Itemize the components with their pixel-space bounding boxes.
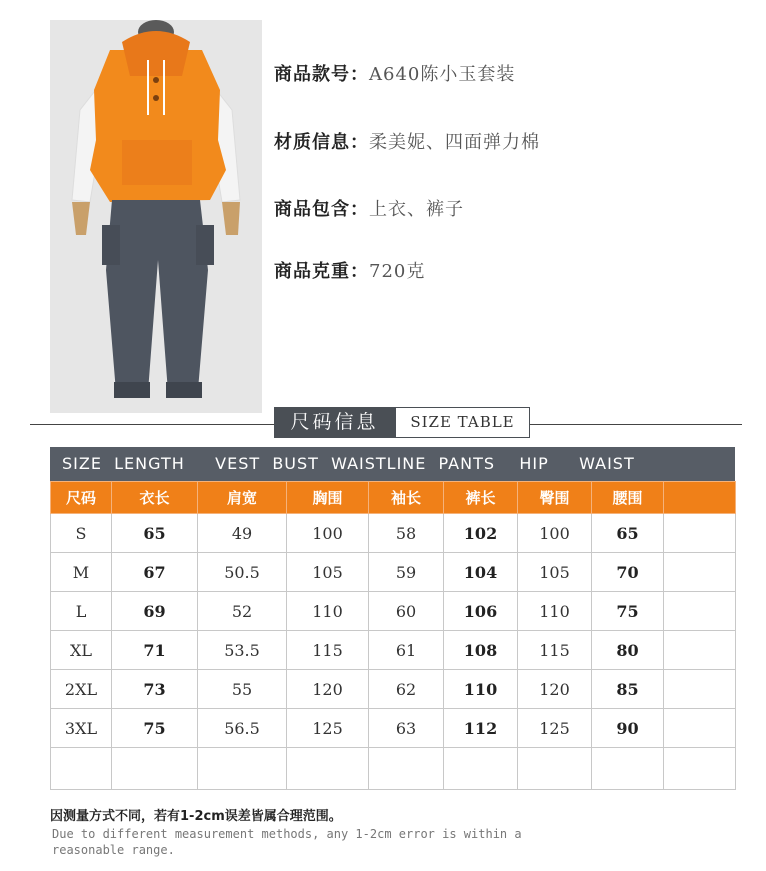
table-cell: 65: [592, 514, 664, 553]
table-cell: 58: [369, 514, 444, 553]
info-line-style: [274, 60, 515, 86]
table-cell: [444, 748, 518, 790]
table-row: [51, 631, 736, 670]
info-label: 商品包含：: [274, 199, 369, 220]
table-row: [51, 748, 736, 790]
table-cell: 65: [112, 514, 198, 553]
table-cell: M: [51, 553, 112, 592]
size-table-chinese-header: [51, 482, 736, 514]
table-cell: [664, 553, 736, 592]
table-cell: [518, 748, 592, 790]
info-label: 商品克重：: [274, 261, 369, 282]
info-line-material: [274, 128, 540, 154]
table-cell: 69: [112, 592, 198, 631]
table-cell: 108: [444, 631, 518, 670]
table-cell: 120: [287, 670, 369, 709]
table-cell: 105: [287, 553, 369, 592]
table-cell: [664, 592, 736, 631]
header-cell: 尺码: [51, 482, 112, 514]
info-line-weight: [274, 257, 425, 283]
table-cell: [664, 670, 736, 709]
header-cell: 裤长: [444, 482, 518, 514]
table-cell: 100: [287, 514, 369, 553]
table-cell: [664, 748, 736, 790]
table-cell: [51, 748, 112, 790]
table-cell: 2XL: [51, 670, 112, 709]
header-cell: 臀围: [518, 482, 592, 514]
table-cell: 110: [444, 670, 518, 709]
table-cell: 71: [112, 631, 198, 670]
measurement-note-cn: 因测量方式不同，若有1-2cm误差皆属合理范围。: [50, 809, 342, 824]
info-value: 柔美妮、四面弹力棉: [369, 132, 540, 153]
header-cell: 袖长: [369, 482, 444, 514]
table-cell: 120: [518, 670, 592, 709]
table-cell: S: [51, 514, 112, 553]
table-cell: 63: [369, 709, 444, 748]
info-label: 材质信息：: [274, 132, 369, 153]
section-title-en: SIZE TABLE: [395, 407, 530, 438]
table-cell: 75: [592, 592, 664, 631]
table-cell: 52: [198, 592, 287, 631]
table-cell: 3XL: [51, 709, 112, 748]
table-cell: [664, 514, 736, 553]
table-row: [51, 553, 736, 592]
table-cell: 100: [518, 514, 592, 553]
header-cell: 肩宽: [198, 482, 287, 514]
table-row: [51, 514, 736, 553]
header-cell: 腰围: [592, 482, 664, 514]
table-row: [51, 592, 736, 631]
product-photo: [50, 20, 262, 413]
table-cell: L: [51, 592, 112, 631]
table-cell: 85: [592, 670, 664, 709]
table-cell: 53.5: [198, 631, 287, 670]
table-cell: [198, 748, 287, 790]
table-cell: [664, 709, 736, 748]
header-cell: 胸围: [287, 482, 369, 514]
section-title-cn: 尺码信息: [274, 407, 395, 438]
table-cell: 70: [592, 553, 664, 592]
table-cell: 112: [444, 709, 518, 748]
table-cell: 56.5: [198, 709, 287, 748]
table-cell: 90: [592, 709, 664, 748]
info-line-contents: [274, 195, 464, 221]
costume-photo-icon: [50, 20, 262, 413]
table-cell: 62: [369, 670, 444, 709]
measurement-note-en: Due to different measurement methods, any 1-2cm error is within a reasonable range.: [52, 827, 522, 857]
table-cell: 110: [287, 592, 369, 631]
table-cell: 73: [112, 670, 198, 709]
table-cell: 110: [518, 592, 592, 631]
table-cell: 75: [112, 709, 198, 748]
size-table-grid: [50, 481, 736, 790]
size-table-english-header: SIZE LENGTH VEST BUST WAISTLINE PANTS HIP WAIST: [50, 447, 735, 481]
table-cell: [287, 748, 369, 790]
table-cell: 61: [369, 631, 444, 670]
table-cell: [369, 748, 444, 790]
table-cell: 50.5: [198, 553, 287, 592]
header-cell: 衣长: [112, 482, 198, 514]
table-cell: 105: [518, 553, 592, 592]
table-cell: 106: [444, 592, 518, 631]
table-cell: 104: [444, 553, 518, 592]
table-cell: [112, 748, 198, 790]
table-cell: 59: [369, 553, 444, 592]
size-table: [50, 447, 735, 790]
table-row: [51, 709, 736, 748]
table-cell: 115: [287, 631, 369, 670]
table-cell: 49: [198, 514, 287, 553]
table-row: [51, 670, 736, 709]
table-cell: 102: [444, 514, 518, 553]
info-value: A640陈小玉套装: [369, 64, 516, 85]
table-cell: [664, 631, 736, 670]
table-cell: [592, 748, 664, 790]
table-cell: 80: [592, 631, 664, 670]
table-cell: 60: [369, 592, 444, 631]
info-value: 上衣、裤子: [369, 199, 464, 220]
table-cell: XL: [51, 631, 112, 670]
table-cell: 115: [518, 631, 592, 670]
table-cell: 67: [112, 553, 198, 592]
table-cell: 125: [518, 709, 592, 748]
header-cell: [664, 482, 736, 514]
info-value: 720克: [369, 261, 426, 282]
table-cell: 55: [198, 670, 287, 709]
info-label: 商品款号：: [274, 64, 369, 85]
table-cell: 125: [287, 709, 369, 748]
